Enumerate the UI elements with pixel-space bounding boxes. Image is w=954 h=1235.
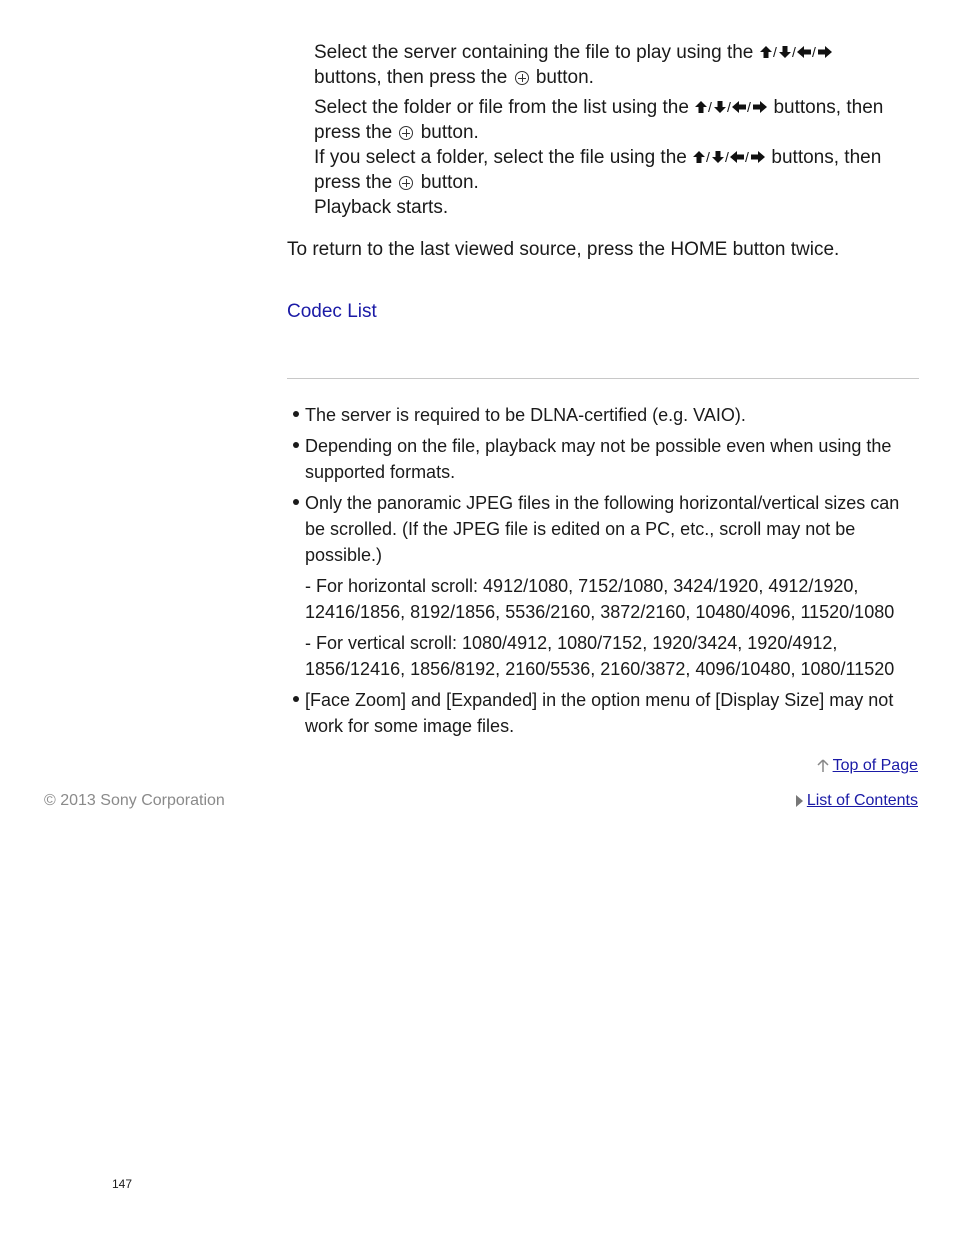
play-triangle-icon <box>796 795 803 807</box>
section-divider <box>287 378 919 379</box>
svg-text:/: / <box>791 44 796 60</box>
top-of-page-label: Top of Page <box>832 757 918 774</box>
svg-text:/: / <box>708 99 713 115</box>
list-item: [Face Zoom] and [Expanded] in the option menu of [Display Size] may not work for some image files. <box>290 687 920 739</box>
step2-line1-after: buttons, then press the <box>314 97 884 143</box>
codec-list-link[interactable]: Codec List <box>287 301 377 322</box>
step1-text-after: button. <box>535 67 594 88</box>
arrow-buttons-icon <box>692 149 766 165</box>
step2-line2-end: button. <box>420 172 479 193</box>
notes-list <box>290 402 920 744</box>
svg-text:/: / <box>706 149 711 165</box>
list-item <box>290 490 920 568</box>
svg-text:/: / <box>772 44 777 60</box>
enter-button-icon <box>399 126 413 140</box>
svg-text:/: / <box>747 99 752 115</box>
step2-line1-end: button. <box>420 122 479 143</box>
horizontal-scroll-sizes: - For horizontal scroll: 4912/1080, 7152/1080, 3424/1920, 4912/1920, 12416/1856, 8192/1856, 5536/2160, 3872/2160, 10480/4096, 11520/1080 <box>305 576 895 622</box>
list-item: The server is required to be DLNA-certified (e.g. VAIO). <box>290 402 920 428</box>
up-arrow-icon <box>817 759 829 773</box>
svg-text:/: / <box>745 149 750 165</box>
svg-text:/: / <box>811 44 816 60</box>
step-select-file <box>314 95 914 220</box>
step2-line2-before: If you select a folder, select the file using the <box>314 147 687 168</box>
step2-line2-after: buttons, then press the <box>314 147 882 193</box>
arrow-buttons-icon <box>759 44 833 60</box>
step1-text-middle: buttons, then press the <box>314 67 508 88</box>
top-of-page-link[interactable] <box>817 757 918 775</box>
list-item: Depending on the file, playback may not be possible even when using the supported formats. <box>290 433 920 485</box>
page-number: 147 <box>112 1177 133 1191</box>
arrow-buttons-icon <box>694 99 768 115</box>
step-select-server <box>314 40 914 90</box>
enter-button-icon <box>515 71 529 85</box>
step2-line3: Playback starts. <box>314 197 449 218</box>
step2-line1-before: Select the folder or file from the list using the <box>314 97 689 118</box>
steps-section <box>314 40 914 225</box>
list-of-contents-link[interactable] <box>796 792 918 810</box>
svg-text:/: / <box>725 149 730 165</box>
copyright: © 2013 Sony Corporation <box>44 792 225 809</box>
return-note: To return to the last viewed source, press the HOME button twice. <box>287 239 840 260</box>
vertical-scroll-sizes: - For vertical scroll: 1080/4912, 1080/7152, 1920/3424, 1920/4912, 1856/12416, 1856/8192, 2160/5536, 2160/3872, 4096/10480, 1080/11520 <box>305 633 895 679</box>
list-item-text: Only the panoramic JPEG files in the following horizontal/vertical sizes can be scrolled. (If the JPEG file is edited on a PC, etc., scroll may not be possible.) <box>305 493 900 565</box>
enter-button-icon <box>399 176 413 190</box>
list-of-contents-label: List of Contents <box>806 792 918 809</box>
svg-text:/: / <box>727 99 732 115</box>
step1-text-before: Select the server containing the file to play using the <box>314 42 754 63</box>
